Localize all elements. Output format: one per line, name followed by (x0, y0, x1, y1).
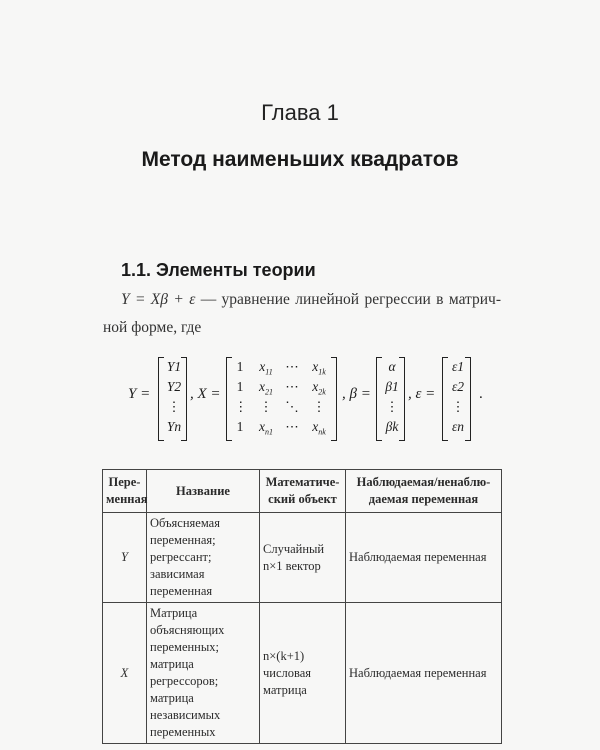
x-cell: ⋮ (259, 399, 273, 414)
eps-entry-2: ε2 (451, 379, 465, 394)
cell-math-object: n×(k+1) числовая матрица (260, 603, 346, 744)
intro-paragraph-line2: ной форме, где (103, 319, 202, 336)
chapter-title: Метод наименьших квадратов (141, 148, 459, 171)
beta-entry-alpha: α (388, 359, 396, 374)
x-cell: $x_{1k}$ (312, 359, 326, 377)
x-cell: 1 (236, 419, 244, 434)
chapter-number: Глава 1 (261, 100, 339, 125)
eps-entry-n: εn (451, 419, 465, 434)
table-row (103, 603, 502, 744)
cell-observability: Наблюдаемая переменная (346, 513, 502, 603)
intro-text-line1: — уравнение линейной регрессии в матрич- (200, 291, 502, 308)
beta-entry-k: βk (385, 419, 399, 434)
y-label: Y = (128, 386, 151, 402)
header-math-object: Математиче-ский объект (260, 470, 346, 513)
y-entry-n: Yn (166, 419, 182, 434)
table-header-row (103, 470, 502, 513)
intro-paragraph-line1 (103, 286, 501, 314)
eps-entry-1: ε1 (451, 359, 465, 374)
x-label: , X = (190, 386, 221, 402)
x-cell: $x_{21}$ (259, 379, 273, 397)
matrix-definitions (128, 357, 528, 441)
table-row (103, 513, 502, 603)
eps-entry-dots: ⋮ (451, 399, 465, 414)
cell-name: Объясняемая переменная; регрессант; зависимая переменная (147, 513, 260, 603)
x-cell: 1 (236, 359, 244, 374)
x-cell: $x_{2k}$ (312, 379, 326, 397)
beta-label: , β = (342, 386, 371, 402)
regression-formula: Y = Xβ + ε (121, 291, 196, 308)
cell-math-object: Случайный n×1 вектор (260, 513, 346, 603)
cell-observability: Наблюдаемая переменная (346, 603, 502, 744)
x-cell: ⋯ (285, 419, 299, 434)
cell-name: Матрица объясняющих переменных; матрица регрессоров; матрица независимых переменных (147, 603, 260, 744)
header-observability: Наблюдаемая/ненаблю-даемая переменная (346, 470, 502, 513)
x-cell: ⋱ (285, 399, 299, 414)
beta-entry-1: β1 (385, 379, 399, 394)
cell-variable: Y (103, 513, 147, 603)
section-title: 1.1. Элементы теории (121, 260, 316, 280)
x-cell: ⋮ (312, 399, 326, 414)
epsilon-label: , ε = (408, 386, 436, 402)
cell-variable: X (103, 603, 147, 744)
header-name: Название (147, 470, 260, 513)
y-entry-2: Y2 (166, 379, 182, 394)
variables-table (102, 469, 502, 744)
header-variable: Пере-менная (103, 470, 147, 513)
x-cell: $x_{nk}$ (312, 419, 326, 437)
x-cell: $x_{n1}$ (259, 419, 273, 437)
x-cell: $x_{11}$ (259, 359, 273, 377)
y-entry-1: Y1 (166, 359, 182, 374)
x-cell: ⋮ (234, 399, 248, 414)
end-period: . (479, 386, 483, 402)
x-cell: ⋯ (285, 379, 299, 394)
y-entry-dots: ⋮ (167, 399, 181, 414)
x-cell: ⋯ (285, 359, 299, 374)
beta-entry-dots: ⋮ (385, 399, 399, 414)
x-cell: 1 (236, 379, 244, 394)
